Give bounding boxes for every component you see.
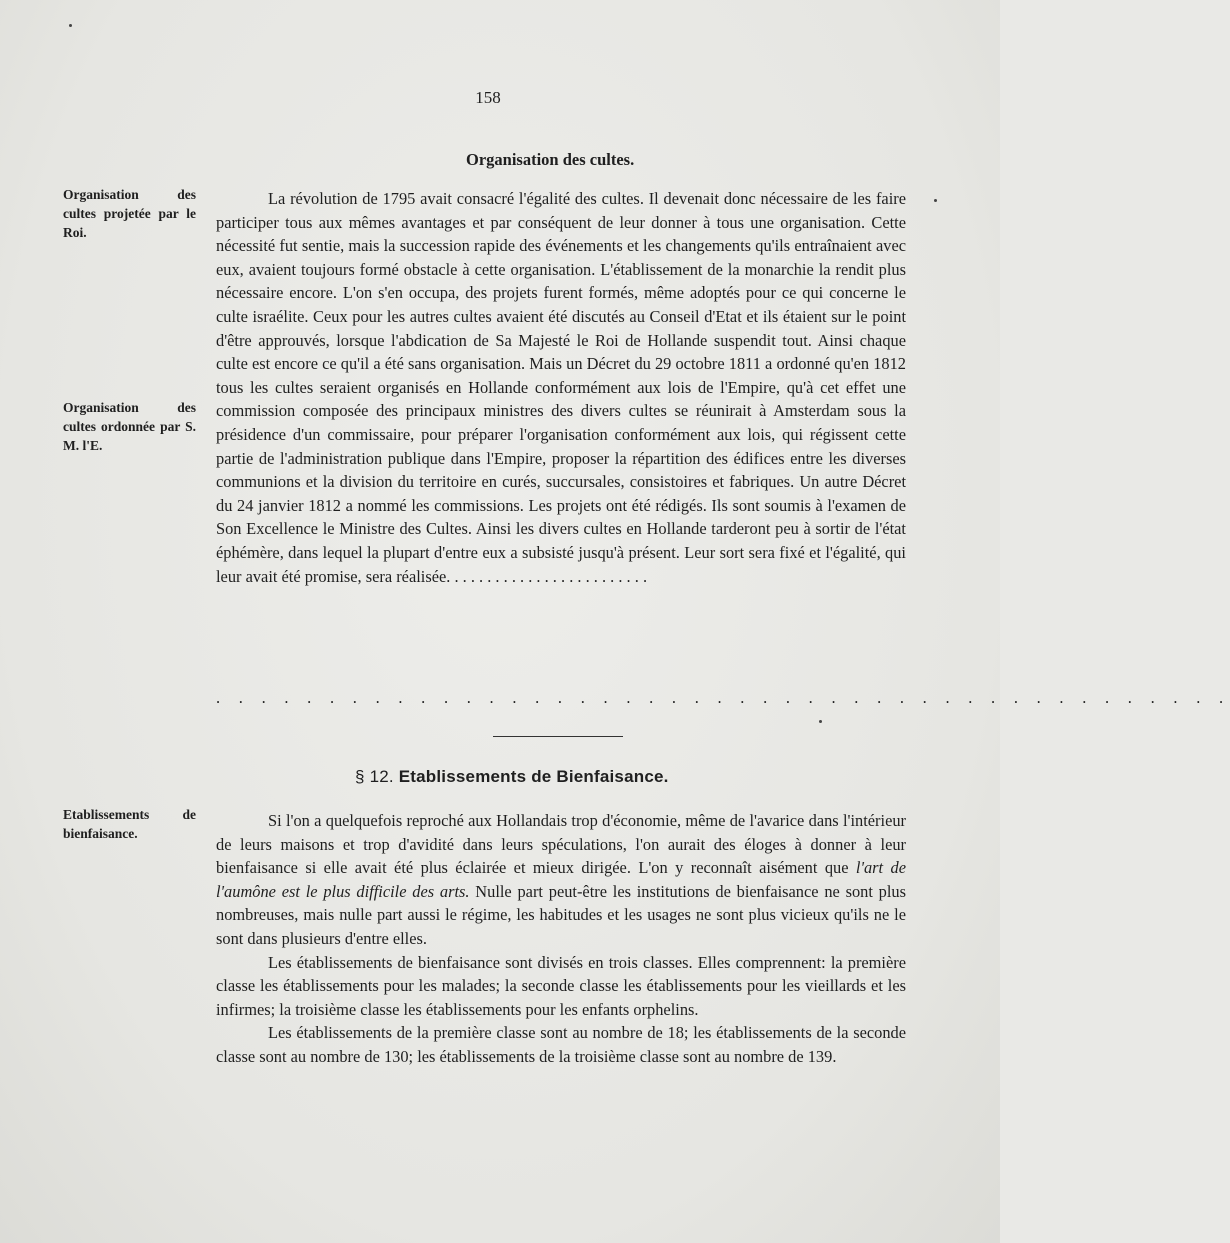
paper-speck [934, 199, 937, 202]
margin-note-bienfaisance: Etablissements de bienfaisance. [63, 807, 196, 841]
paper-speck [69, 24, 72, 27]
p1-text-before: Si l'on a quelquefois reproché aux Hollandais trop d'économie, même de l'avarice dans l'intérieur de leurs maisons et trop d'avidité dans leurs spéculations, l'on aurait des éloges à donner à leur bienfaisance si elle avait été plus éclairée et mieux dirigée. L'on y reconnaît aisément que [216, 811, 906, 878]
margin-note-ordonnee: Organisation des cultes ordonnée par S. M. l'E. [63, 400, 196, 453]
section-number: § 12. [355, 767, 394, 786]
bienfaisance-paragraph-1 [216, 809, 906, 951]
dotted-line: . . . . . . . . . . . . . . . . . . . . . . . . . . . . . . . . . . . . . . . . . . . . . [216, 688, 1230, 707]
section-title-cultes: Organisation des cultes. [466, 150, 635, 169]
bienfaisance-paragraph-2: Les établissements de bienfaisance sont divisés en trois classes. Elles comprennent: la première classe les établissements pour les malades; la seconde classe les établissements pour les vieillards et les infirmes; la troisième classe les établissements pour les enfants orphelins. [216, 952, 906, 1019]
section-divider-rule [493, 736, 623, 737]
bienfaisance-paragraph-3: Les établissements de la première classe sont au nombre de 18; les établissements de la seconde classe sont au nombre de 130; les établissements de la troisième classe sont au nombre de 139. [216, 1023, 906, 1066]
p1-italic-quote: l'art de l'aumône est le plus difficile des arts. [216, 858, 907, 901]
page-number: 158 [475, 88, 501, 107]
p1-text-after: Nulle part peut-être les institutions de bienfaisance ne sont plus nombreuses, mais nulle part aussi le régime, les habitudes et les usages ne sont plus vicieux qu'ils ne le sont dans plusieurs d'entre elles. [216, 881, 906, 948]
bienfaisance-text-block [216, 809, 906, 1069]
paper-speck [819, 720, 822, 723]
cultes-text-block [216, 187, 906, 588]
margin-note-projetee: Organisation des cultes projetée par le Roi. [63, 187, 196, 240]
section-name: Etablissements de Bienfaisance. [398, 767, 669, 786]
cultes-paragraph: La révolution de 1795 avait consacré l'égalité des cultes. Il devenait donc nécessaire de les faire participer tous aux mêmes avantages et par conséquent de leur donner à tous une organisation. Cette nécessité fut sentie, mais la succession rapide des événements et les changements qu'ils entraînaient avec eux, avaient toujours formé obstacle à cette organisation. L'établissement de la monarchie la rendit plus nécessaire encore. L'on s'en occupa, des projets furent formés, même adoptés pour ce qui concerne le culte israélite. Ceux pour les autres cultes avaient été discutés au Conseil d'Etat et ils étaient sur le point d'être approuvés, lorsque l'abdication de Sa Majesté le Roi de Hollande suspendit tout. Ainsi chaque culte est encore ce qu'il a été sans organisation. Mais un Décret du 29 octobre 1811 a ordonné qu'en 1812 tous les cultes seraient organisés en Hollande conformément aux lois de l'Empire, qu'à cet effet une commission composée des principaux ministres des divers cultes se réunirait à Amsterdam sous la présidence d'un commissaire, pour préparer l'organisation conformément aux lois, qui régissent cette partie de l'administration publique dans l'Empire, proposer la répartition des édifices entre les diverses communions et la division du territoire en curés, succursales, consistoires et fabriques. Un autre Décret du 24 janvier 1812 a nommé les commissions. Les projets ont été rédigés. Ils sont soumis à l'examen de Son Excellence le Ministre des Cultes. Ainsi les divers cultes en Hollande tarderont peu à sortir de l'état éphémère, dans lequel la plupart d'entre eux a subsisté jusqu'à présent. Leur sort sera fixé et l'égalité, qui leur avait été promise, sera réalisée. . . . . . . . . . . . . . . . . . . . . . . . . [216, 189, 906, 586]
section-title-bienfaisance [355, 767, 669, 787]
